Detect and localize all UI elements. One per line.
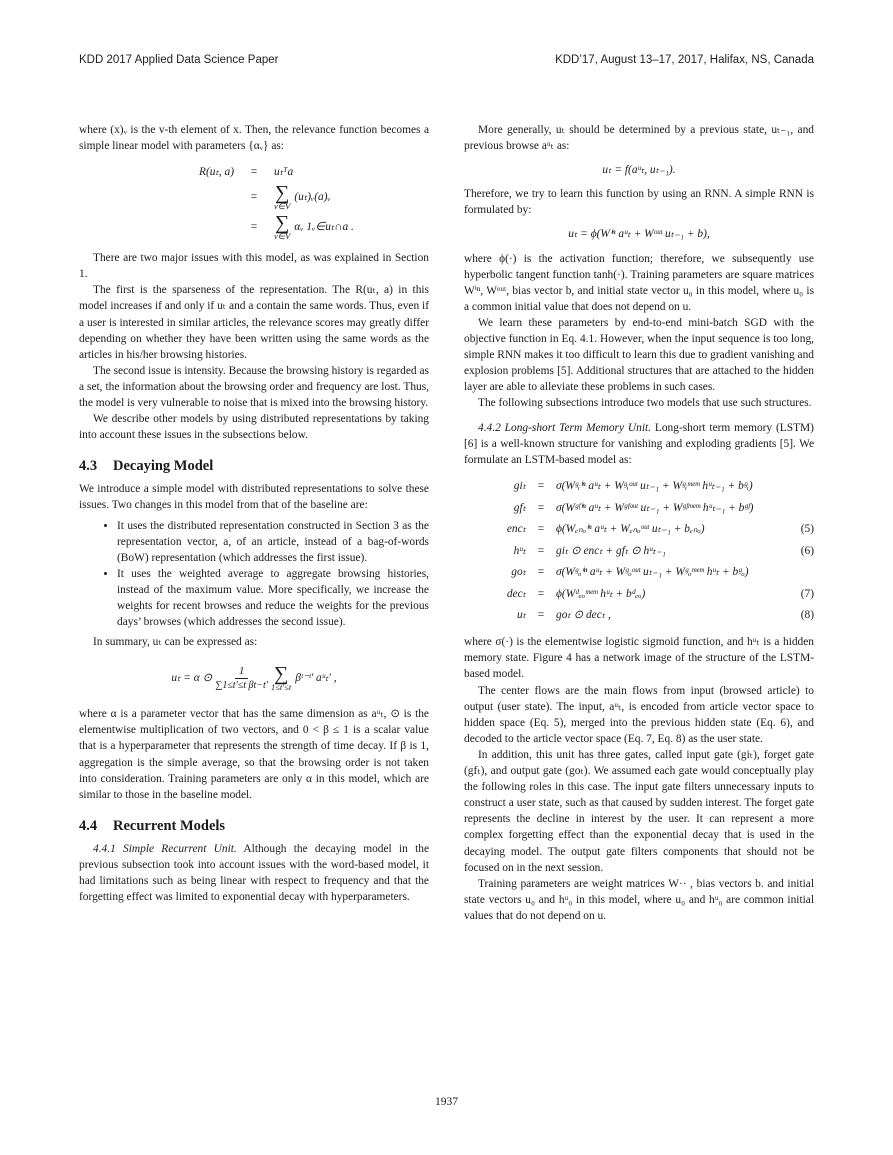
subsection-title: 4.4.1 Simple Recurrent Unit. bbox=[93, 842, 237, 855]
section-title: Decaying Model bbox=[113, 458, 214, 475]
center-flows-paragraph: The center flows are the main flows from input (browsed article) to output (user state). The input, aᵘₜ, is encoded from article vector space to hidden space (Eq. 5), merged into the previous hidden state (Eq. 6), and decoded to the article vector space (Eq. 7, Eq. 8) as the user state. bbox=[464, 684, 814, 745]
sum-subscript: v∈V bbox=[274, 230, 291, 241]
left-column bbox=[79, 122, 429, 905]
simple-recurrent-paragraph bbox=[79, 841, 429, 905]
section-heading-4-4 bbox=[79, 817, 429, 835]
equation-row: giₜ = σ(Wᵍᵢⁱⁿ aᵘₜ + Wᵍᵢᵒᵘᵗ uₜ₋₁ + Wᵍᵢᵐᵉᵐ hᵘₜ₋₁ + bᵍᵢ) bbox=[464, 476, 814, 498]
equation-row-1: uₜᵀa bbox=[274, 166, 294, 179]
rnn-explanation: where ϕ(·) is the activation function; therefore, we subsequently use hyperbolic tangent function tanh(·). Training parameters are square matrices Wⁱⁿ, Wᵒᵘᵗ, bias vector b, and initial state vector u₀ in this model, where u₀ is a common initial value that does not depend on u. bbox=[464, 252, 814, 313]
paragraph-second-issue: The second issue is intensity. Because the browsing history is regarded as a set, the information about the browsing order and frequency are lost. Thus, the model is very vulnerable to noise that is mixed into the browsing history. bbox=[79, 364, 429, 410]
changes-list bbox=[79, 518, 429, 631]
sigmoid-paragraph: where σ(·) is the elementwise logistic sigmoid function, and hᵘₜ is a hidden memory state. Figure 4 has a network image of the structure of the LSTM-based model. bbox=[464, 636, 814, 681]
page-number: 1937 bbox=[435, 1096, 458, 1108]
equation-row: hᵘₜ = giₜ ⊙ encₜ + gfₜ ⊙ hᵘₜ₋₁ (6) bbox=[464, 540, 814, 562]
equation-number: (6) bbox=[800, 544, 814, 557]
equation-lhs: gfₜ bbox=[513, 501, 526, 514]
running-header-right: KDD’17, August 13–17, 2017, Halifax, NS, Canada bbox=[555, 54, 814, 66]
equation-rhs: σ(Wᵍₒⁱⁿ aᵘₜ + Wᵍₒᵒᵘᵗ uₜ₋₁ + Wᵍₒᵐᵉᵐ hᵘₜ + bᵍₒ) bbox=[556, 566, 749, 579]
equation-row: gfₜ = σ(Wᵍᶠⁱⁿ aᵘₜ + Wᵍᶠᵒᵘᵗ uₜ₋₁ + Wᵍᶠᵐᵉᵐ hᵘₜ₋₁ + bᵍᶠ) bbox=[464, 497, 814, 519]
section-title: Recurrent Models bbox=[113, 817, 226, 834]
subsection-text: Long-short term memory (LSTM) [6] is a well-known structure for vanishing and exploding gradients [5]. We formulate an LSTM-based model as: bbox=[464, 421, 814, 466]
decaying-intro: We introduce a simple model with distributed representations to solve these issues. Two changes in this model from that of the baseline are: bbox=[79, 483, 429, 512]
fraction-numerator: 1 bbox=[235, 664, 249, 679]
equation-row-2: (uₜ)ᵥ(a)ᵥ bbox=[294, 191, 331, 204]
subsection-title: 4.4.2 Long-short Term Memory Unit. bbox=[478, 421, 652, 434]
running-header-left: KDD 2017 Applied Data Science Paper bbox=[79, 54, 279, 66]
relevance-equation: R(uₜ, a) = uₜᵀa = ∑ v∈V (uₜ)ᵥ(a)ᵥ = ∑ v∈V αᵥ 1ᵥ∈uₜ∩a . bbox=[79, 162, 429, 242]
lstm-intro-paragraph bbox=[464, 420, 814, 468]
section-heading-4-3 bbox=[79, 457, 429, 475]
sgd-paragraph: We learn these parameters by end-to-end mini-batch SGD with the objective function in Eq. 4.1. However, when the input sequence is too long, simple RNN makes it too difficult to learn this due to gradient vanishing and explosion problems [5]. Additional structures that are attached to the hidden layer are able to alleviate these problems in such cases. bbox=[464, 316, 814, 394]
equation-number: (8) bbox=[800, 609, 814, 622]
paragraph-describe: We describe other models by using distributed representations by taking into account these issues in the subsections below. bbox=[79, 413, 429, 442]
equation-rhs: goₜ ⊙ decₜ , bbox=[556, 609, 611, 622]
list-item: • It uses the distributed representation constructed in Section 3 as the representation vector, a, of an article, instead of a bag-of-words (BoW) representation (which addresses the first issue). bbox=[117, 518, 429, 566]
gates-paragraph: In addition, this unit has three gates, called input gate (giₜ), forget gate (gfₜ), and output gate (goₜ). We assumed each gate would conceptually play the following roles in this case. The input gate filters unnecessary inputs to construct a user state, such as that caused by sudden interest. The forget gate represents the decline in interest by the user. It can represent a more complex forgetting effect than the exponential decay that is used in the decaying model. The output gate filters components that should not be focused on in the next session. bbox=[464, 748, 814, 874]
equation-row-3: αᵥ 1ᵥ∈uₜ∩a . bbox=[294, 221, 354, 234]
equation-row: decₜ = ϕ(Wᵈₑₒᵐᵉᵐ hᵘₜ + bᵈₑₒ) (7) bbox=[464, 583, 814, 605]
decay-term: βᵗ⁻ᵗ′ aᵘₜ′ , bbox=[295, 672, 337, 685]
equation-lhs: hᵘₜ bbox=[513, 544, 526, 557]
equation-rhs: σ(Wᵍᶠⁱⁿ aᵘₜ + Wᵍᶠᵒᵘᵗ uₜ₋₁ + Wᵍᶠᵐᵉᵐ hᵘₜ₋₁ + bᵍᶠ) bbox=[556, 501, 754, 514]
following-paragraph: The following subsections introduce two models that use such structures. bbox=[478, 397, 812, 410]
general-paragraph: More generally, uₜ should be determined by a previous state, uₜ₋₁, and previous browse aᵘₜ as: bbox=[464, 124, 814, 153]
equation-rhs: ϕ(Wᵈₑₒᵐᵉᵐ hᵘₜ + bᵈₑₒ) bbox=[556, 587, 646, 600]
equation-lhs: uₜ bbox=[516, 609, 526, 622]
equation-number: (7) bbox=[800, 587, 814, 600]
equation-lhs: giₜ bbox=[513, 480, 526, 493]
subsection-text: Although the decaying model in the previous subsection took into account issues with the word-based model, it had limitations such as being linear with respect to frequency and that the forgetting effect was limited to exponential decay with hyperparameters. bbox=[79, 842, 430, 904]
equation-row: uₜ = goₜ ⊙ decₜ , (8) bbox=[464, 605, 814, 627]
paragraph-issues: There are two major issues with this model, as was explained in Section 1. bbox=[79, 252, 429, 281]
equation-number: (5) bbox=[800, 523, 814, 536]
equation-lhs: decₜ bbox=[506, 587, 526, 600]
fraction-denominator: ∑1≤t′≤t βt−t′ bbox=[215, 679, 269, 691]
rnn-intro: Therefore, we try to learn this function by using an RNN. A simple RNN is formulated by: bbox=[464, 188, 814, 217]
state-function-equation: uₜ = f(aᵘₜ, uₜ₋₁). bbox=[602, 164, 676, 177]
training-paragraph: Training parameters are weight matrices W·· , bias vectors b. and initial state vectors u₀ and hᵘ₀ in this model, where u₀ and hᵘ₀ are common initial values that do not depend on u. bbox=[464, 877, 814, 922]
rnn-equation: uₜ = ϕ(Wⁱⁿ aᵘₜ + Wᵒᵘᵗ uₜ₋₁ + b), bbox=[568, 228, 710, 241]
equation-rhs: giₜ ⊙ encₜ + gfₜ ⊙ hᵘₜ₋₁ bbox=[556, 544, 666, 557]
section-number: 4.4 bbox=[79, 817, 98, 834]
decay-explanation: where α is a parameter vector that has the same dimension as aᵘₜ, ⊙ is the elementwise multiplication of two vectors, and 0 < β ≤ 1 is a scalar value that is a hyperparameter that represents the strength of time decay. If β is 1, aggregation is the simple average, so that the browsing order is not taken into consideration. Training parameters are only α in this model, which are similar to those in the baseline model. bbox=[79, 708, 429, 801]
relevance-intro: where (x)ᵥ is the v-th element of x. Then, the relevance function becomes a simple linear model with parameters {αᵥ} as: bbox=[79, 124, 429, 153]
decay-equation: uₜ = α ⊙ $\frac{1}{\text{∑1≤t′≤t βt−t′}}$ ∑ 1≤t′≤t βᵗ⁻ᵗ′ aᵘₜ′ , bbox=[171, 662, 337, 692]
equation-lhs: encₜ bbox=[506, 523, 526, 536]
equation-row: encₜ = ϕ(Wₑₙₒⁱⁿ aᵘₜ + Wₑₙₒᵒᵘᵗ uₜ₋₁ + bₑₙₒ) (5) bbox=[464, 519, 814, 541]
section-number: 4.3 bbox=[79, 458, 98, 475]
sum-subscript: 1≤t′≤t bbox=[271, 681, 292, 692]
equation-rhs: σ(Wᵍᵢⁱⁿ aᵘₜ + Wᵍᵢᵒᵘᵗ uₜ₋₁ + Wᵍᵢᵐᵉᵐ hᵘₜ₋₁ + bᵍᵢ) bbox=[556, 480, 753, 493]
sum-subscript: v∈V bbox=[274, 200, 291, 211]
equation-rhs: ϕ(Wₑₙₒⁱⁿ aᵘₜ + Wₑₙₒᵒᵘᵗ uₜ₋₁ + bₑₙₒ) bbox=[556, 523, 705, 536]
summary-line: In summary, uₜ can be expressed as: bbox=[93, 636, 258, 649]
equation-lhs: goₜ bbox=[511, 566, 526, 579]
equation-row: goₜ = σ(Wᵍₒⁱⁿ aᵘₜ + Wᵍₒᵒᵘᵗ uₜ₋₁ + Wᵍₒᵐᵉᵐ hᵘₜ + bᵍₒ) bbox=[464, 562, 814, 584]
right-column bbox=[464, 122, 814, 924]
lstm-equations bbox=[464, 476, 814, 627]
equation-lhs: R(uₜ, a) bbox=[199, 166, 234, 179]
list-item: • It uses the weighted average to aggregate browsing histories, instead of the maximum value. More specifically, we increase the weights for recent browses and reduce the weights for the previous days’ browses (which addresses the second issue). bbox=[117, 566, 429, 630]
decay-lhs: uₜ = α ⊙ bbox=[171, 672, 213, 685]
paragraph-first-issue: The first is the sparseness of the representation. The R(uₜ, a) in this model increases if and only if uₜ and a contain the same words. Thus, even if a user is interested in similar articles, the relevance scores may greatly differ depending on whether they have been written using the same words as the articles in his/her browsing histories. bbox=[79, 284, 429, 361]
